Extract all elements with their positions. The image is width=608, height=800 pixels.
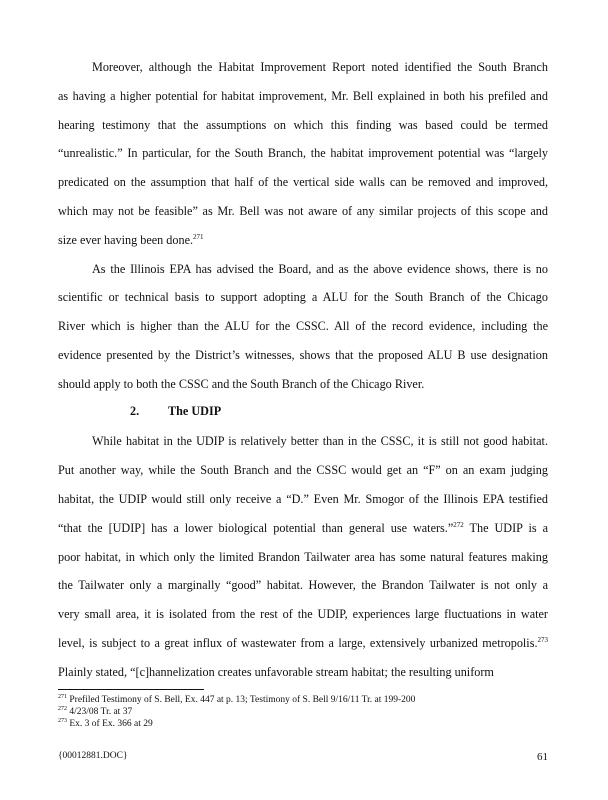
paragraph-2: [58, 255, 548, 399]
footnote: [58, 706, 548, 718]
footnote-divider: [58, 689, 204, 690]
text-line: evidence presented by the District’s witnesses, shows that the proposed ALU B use designation: [58, 347, 548, 362]
text-fragment: “that the [UDIP] has a lower biological potential than general use waters.”: [58, 520, 454, 535]
footnote-ref: 273: [537, 635, 548, 644]
text-line: hearing testimony that the assumptions on which this finding was based could be termed: [58, 117, 548, 132]
text-fragment: size ever having been done.: [58, 232, 194, 247]
footnote-number: 273: [58, 717, 67, 724]
footnote-number: 271: [58, 693, 67, 700]
footnote-number: 272: [58, 705, 67, 712]
text-line: Moreover, although the Habitat Improvement Report noted identified the South Branch: [92, 60, 548, 74]
text-line: scientific or technical basis to support adopting a ALU for the South Branch of the Chicago: [58, 290, 548, 305]
text-line: [58, 514, 548, 543]
text-line: [58, 629, 548, 658]
footnote: [58, 718, 548, 730]
text-line: should apply to both the CSSC and the South Branch of the Chicago River.: [58, 376, 425, 391]
footnote: [58, 694, 548, 706]
text-line: As the Illinois EPA has advised the Board, and as the above evidence shows, there is no: [92, 261, 548, 276]
text-line: predicated on the assumption that half of the vertical side walls can be removed and improved,: [58, 175, 548, 190]
paragraph-1: [58, 53, 548, 255]
body-text: [58, 53, 548, 687]
text-line: the Tailwater only a marginally “good” habitat. However, the Brandon Tailwater is not only a: [58, 578, 548, 593]
text-line: which may not be feasible” as Mr. Bell was not aware of any similar projects of this scope and: [58, 203, 548, 218]
footnote-text: 4/23/08 Tr. at 37: [67, 707, 133, 717]
footnotes: [58, 694, 548, 730]
footnote-text: Ex. 3 of Ex. 366 at 29: [67, 719, 153, 729]
page-footer: [58, 751, 548, 761]
text-line: While habitat in the UDIP is relatively better than in the CSSC, it is still not good habitat.: [92, 434, 548, 449]
text-line: as having a higher potential for habitat improvement, Mr. Bell explained in both his prefiled and: [58, 88, 548, 103]
text-line: very small area, it is isolated from the rest of the UDIP, experiences large fluctuations in water: [58, 607, 548, 622]
text-line: [58, 226, 548, 255]
footnote-ref: 272: [453, 520, 464, 529]
footnote-text: Prefiled Testimony of S. Bell, Ex. 447 at p. 13; Testimony of S. Bell 9/16/11 Tr. at 199-200: [67, 695, 416, 705]
text-line: Put another way, while the South Branch and the CSSC would get an “F” on an exam judging: [58, 463, 548, 478]
footnote-ref: 271: [193, 232, 204, 241]
document-id: {00012881.DOC}: [58, 751, 128, 761]
text-line: habitat, the UDIP would still only receive a “D.” Even Mr. Smogor of the Illinois EPA testified: [58, 491, 548, 506]
text-line: “unrealistic.” In particular, for the South Branch, the habitat improvement potential was “largely: [58, 146, 548, 161]
text-fragment: The UDIP is a: [463, 520, 548, 535]
paragraph-3: [58, 427, 548, 686]
section-title: The UDIP: [168, 404, 222, 418]
text-fragment: level, is subject to a great influx of wastewater from a large, extensively urbanized metropolis.: [58, 635, 538, 650]
text-line: River which is higher than the ALU for the CSSC. All of the record evidence, including the: [58, 319, 548, 334]
text-line: Plainly stated, “[c]hannelization creates unfavorable stream habitat; the resulting uniform: [58, 664, 494, 679]
text-line: poor habitat, in which only the limited Brandon Tailwater area has some natural features making: [58, 549, 548, 564]
section-number: 2.: [130, 404, 140, 418]
page-number: 61: [537, 751, 548, 763]
